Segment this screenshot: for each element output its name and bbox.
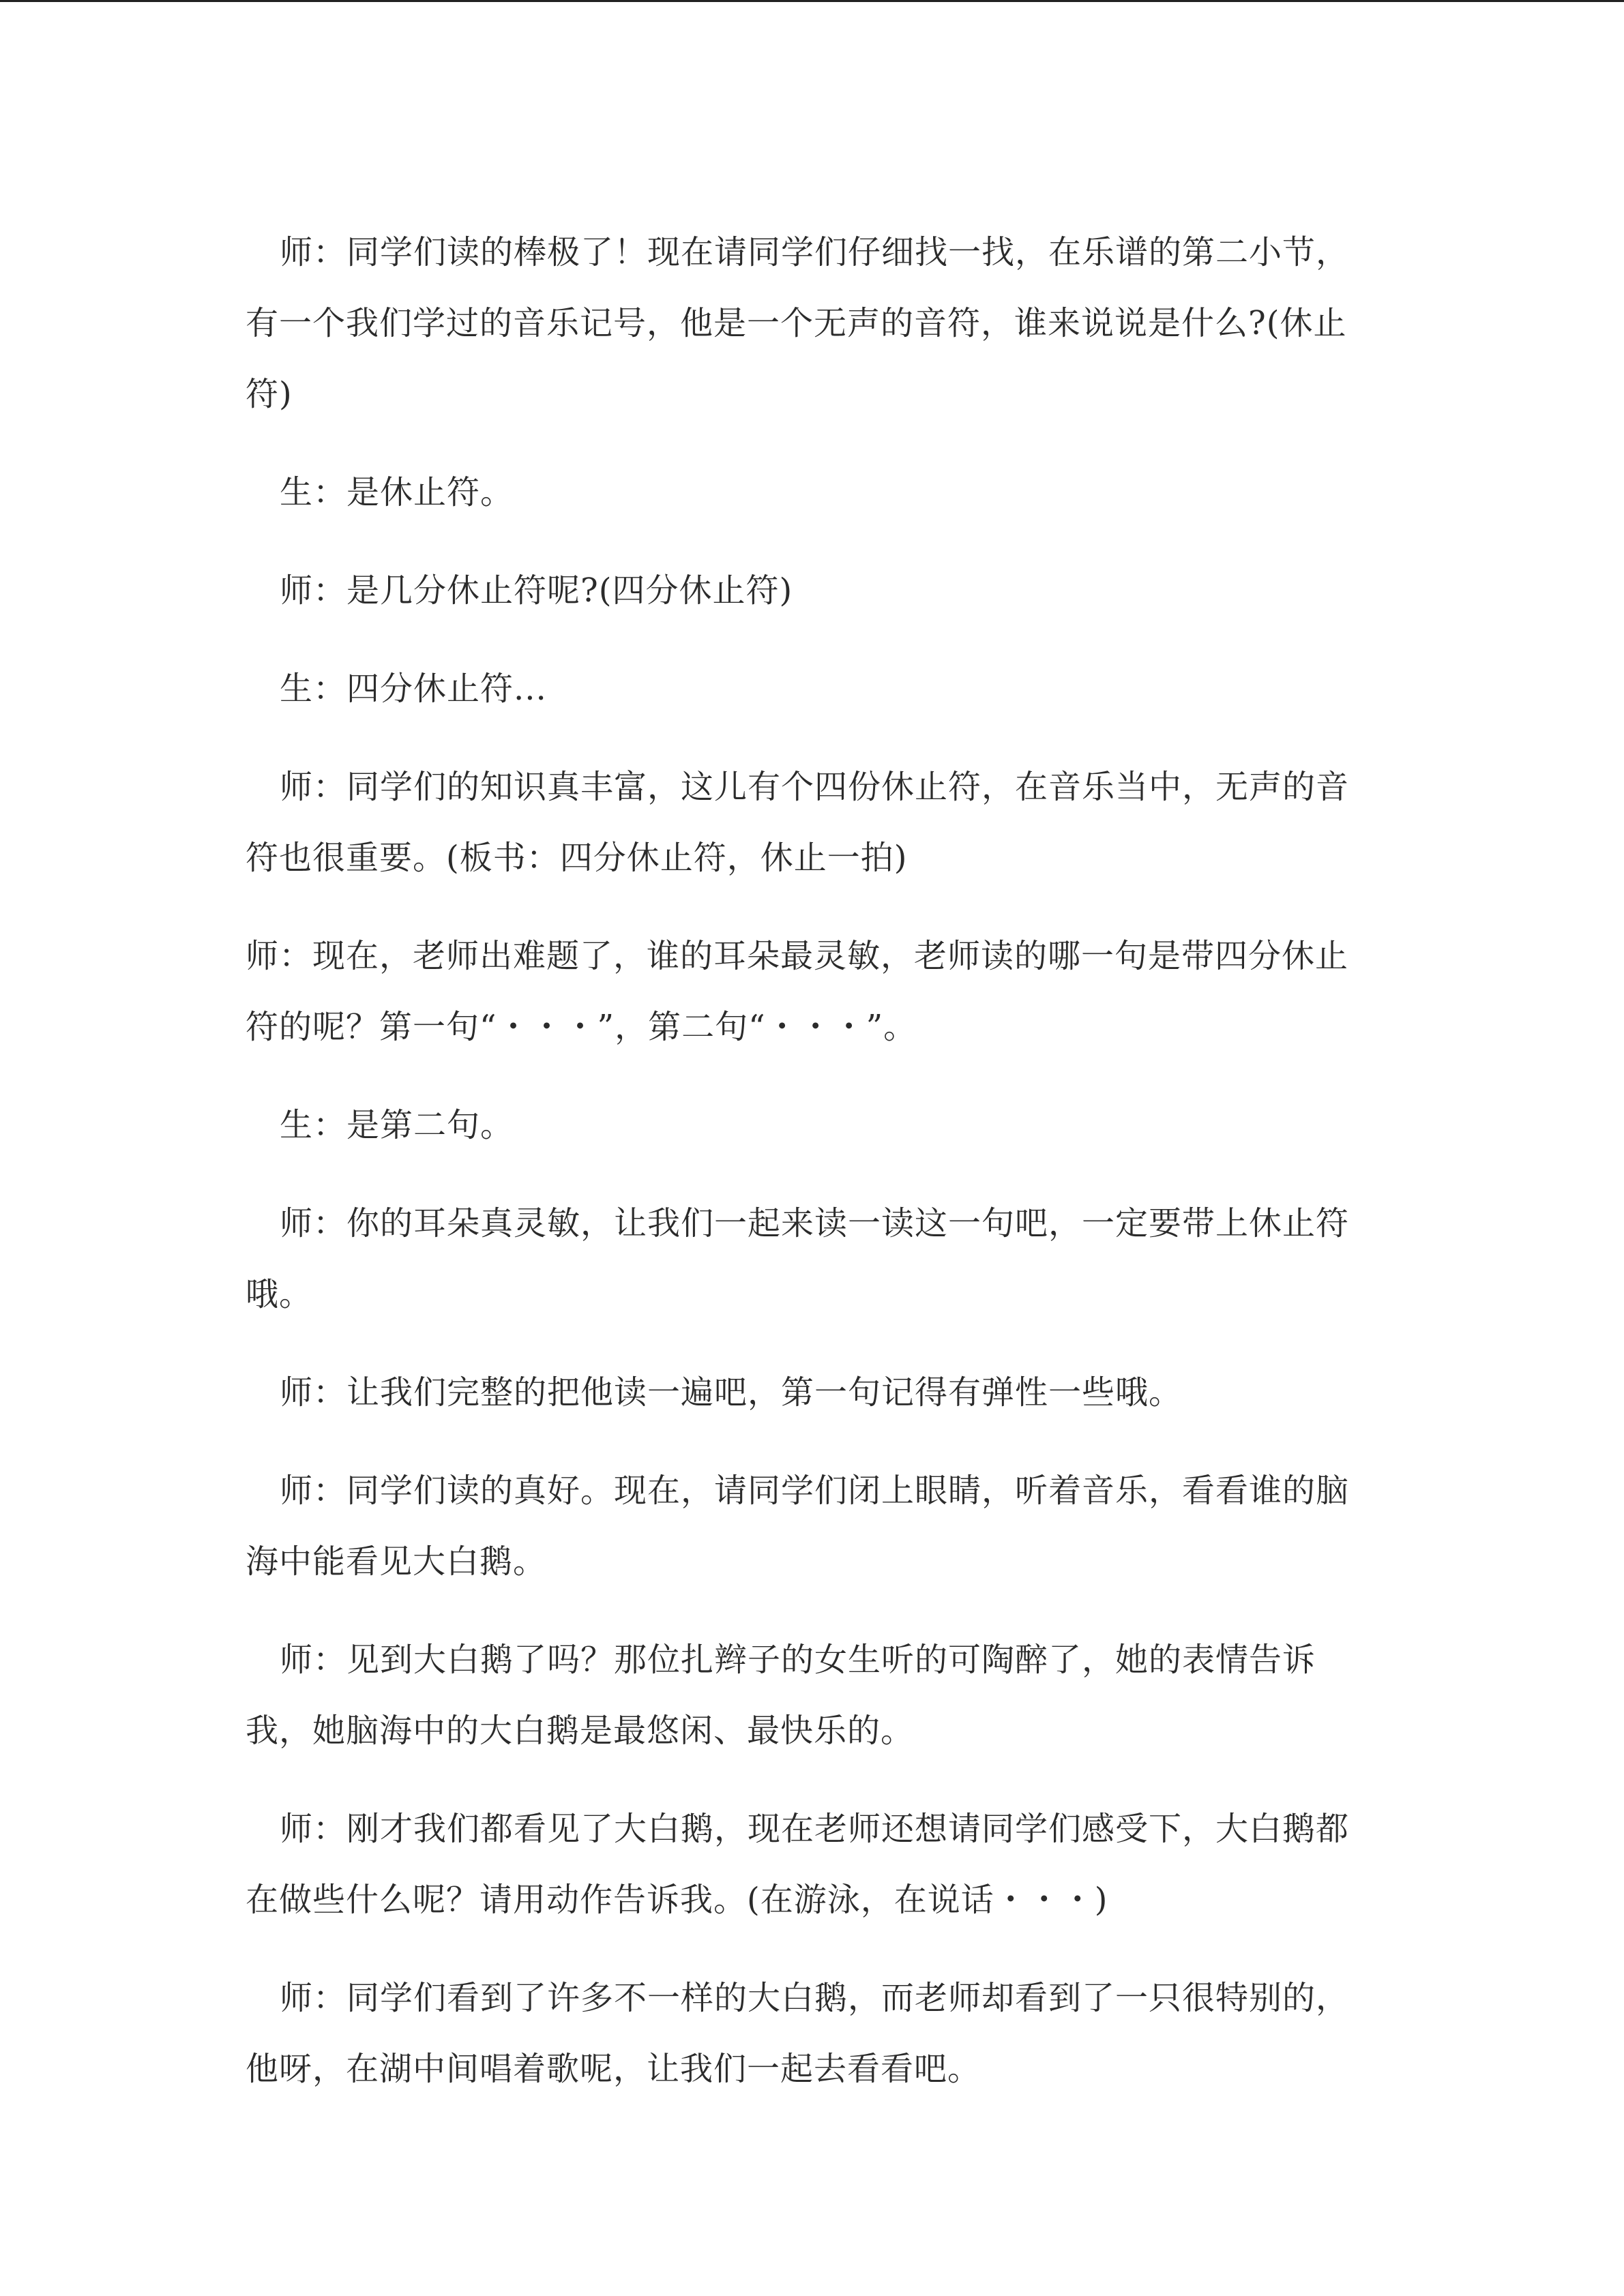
paragraph-8: 师：你的耳朵真灵敏，让我们一起来读一读这一句吧，一定要带上休止符哦。 [246, 1204, 1350, 1313]
paragraph-6: 师：现在，老师出难题了，谁的耳朵最灵敏，老师读的哪一句是带四分休止符的呢？第一句“・・・”，第二句“・・・”。 [246, 937, 1349, 1046]
paragraph-1: 师：同学们读的棒极了！现在请同学们仔细找一找，在乐谱的第二小节，有一个我们学过的音乐记号，他是一个无声的音符，谁来说说是什么?(休止符) [246, 233, 1350, 413]
paragraph-13: 师：同学们看到了许多不一样的大白鹅，而老师却看到了一只很特别的，他呀，在湖中间唱着歌呢，让我们一起去看看吧。 [246, 1979, 1350, 2088]
document-body [246, 217, 1364, 2132]
paragraph-11: 师：见到大白鹅了吗？那位扎辫子的女生听的可陶醉了，她的表情告诉我，她脑海中的大白鹅是最悠闲、最快乐的。 [246, 1641, 1316, 1750]
paragraph-4: 生：四分休止符... [280, 670, 547, 708]
paragraph-7: 生：是第二句。 [280, 1106, 514, 1144]
paragraph-9: 师：让我们完整的把他读一遍吧，第一句记得有弹性一些哦。 [280, 1373, 1183, 1412]
paragraph-10: 师：同学们读的真好。现在，请同学们闭上眼睛，听着音乐，看看谁的脑海中能看见大白鹅。 [246, 1472, 1350, 1581]
paragraph-2: 生：是休止符。 [280, 473, 514, 511]
paragraph-5: 师：同学们的知识真丰富，这儿有个四份休止符，在音乐当中，无声的音符也很重要。(板书：四分休止符，休止一拍) [246, 768, 1350, 877]
paragraph-3: 师：是几分休止符呢?(四分休止符) [280, 571, 793, 610]
paragraph-12: 师：刚才我们都看见了大白鹅，现在老师还想请同学们感受下，大白鹅都在做些什么呢？请用动作告诉我。(在游泳，在说话・・・) [246, 1810, 1350, 1919]
